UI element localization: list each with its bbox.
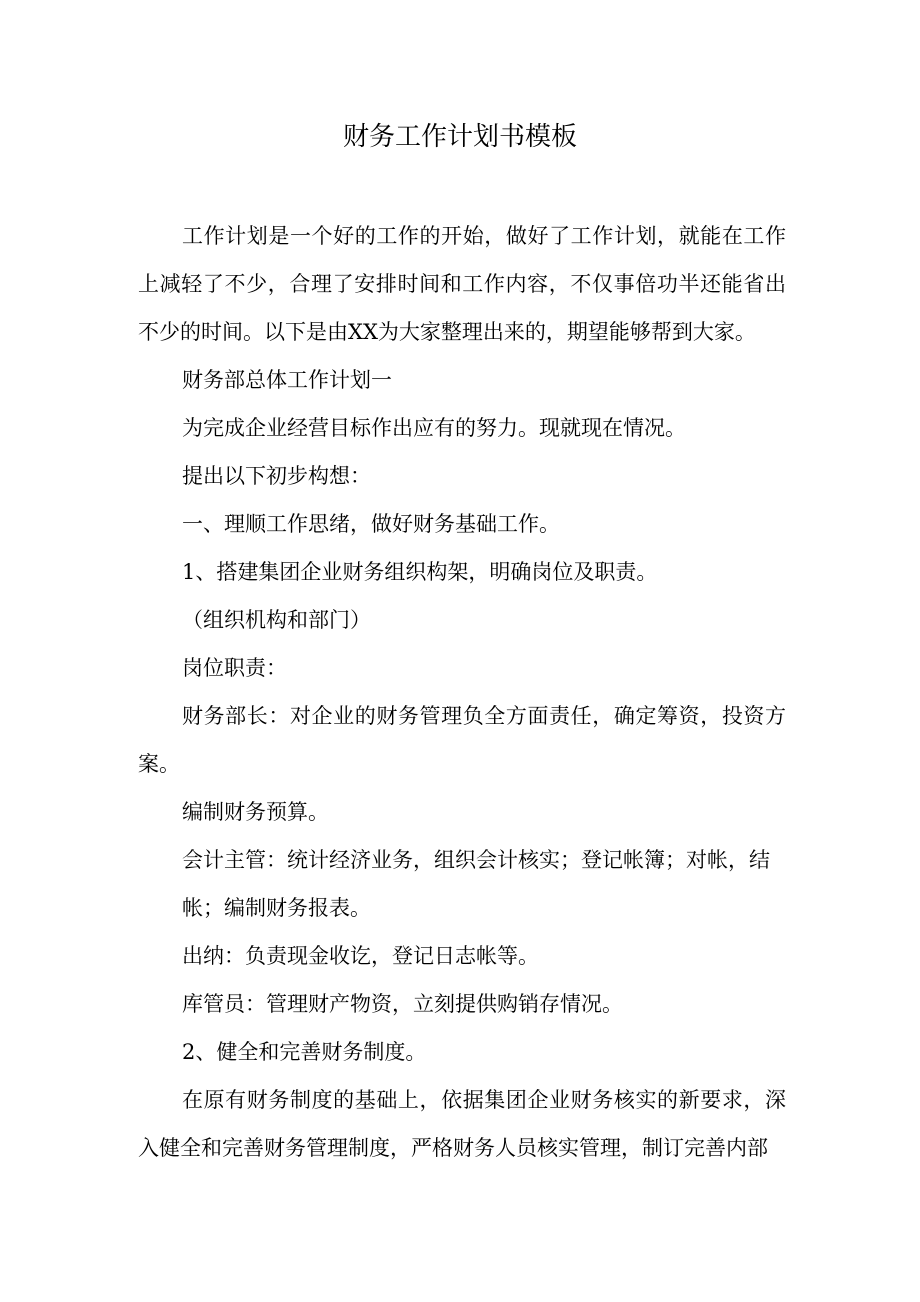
paragraph: （组织机构和部门） [182, 608, 371, 632]
paragraph-heading-1: 一、理顺工作思绪，做好财务基础工作。 [182, 512, 560, 536]
paragraph-section-heading: 财务部总体工作计划一 [182, 368, 392, 392]
paragraph-intro: 工作计划是一个好的工作的开始，做好了工作计划，就能在工作上减轻了不少，合理了安排时间和工作内容，不仅事倍功半还能省出不少的时间。以下是由XX为大家整理出来的，期望能够帮到大家。 [138, 224, 786, 344]
paragraph-item-1: 1、搭建集团企业财务组织构架，明确岗位及职责。 [182, 560, 658, 584]
paragraph: 为完成企业经营目标作出应有的努力。现就现在情况。 [182, 416, 686, 440]
paragraph-item-2: 2、健全和完善财务制度。 [182, 1040, 427, 1064]
paragraph: 帐；编制财务报表。 [182, 896, 371, 920]
paragraph: 出纳：负责现金收讫，登记日志帐等。 [182, 944, 539, 968]
document-body [138, 212, 786, 1172]
paragraph: 财务部长：对企业的财务管理负全方面责任，确定筹资，投资方案。 [138, 704, 786, 776]
paragraph: 会计主管：统计经济业务，组织会计核实；登记帐簿；对帐，结 [182, 848, 770, 872]
paragraph: 编制财务预算。 [182, 800, 329, 824]
paragraph: 在原有财务制度的基础上，依据集团企业财务核实的新要求，深入健全和完善财务管理制度，严格财务人员核实管理，制订完善内部 [138, 1088, 786, 1160]
paragraph: 库管员：管理财产物资，立刻提供购销存情况。 [182, 992, 623, 1016]
paragraph: 提出以下初步构想： [182, 464, 371, 488]
document-title: 财务工作计划书模板 [342, 122, 577, 152]
paragraph: 岗位职责： [182, 656, 287, 680]
